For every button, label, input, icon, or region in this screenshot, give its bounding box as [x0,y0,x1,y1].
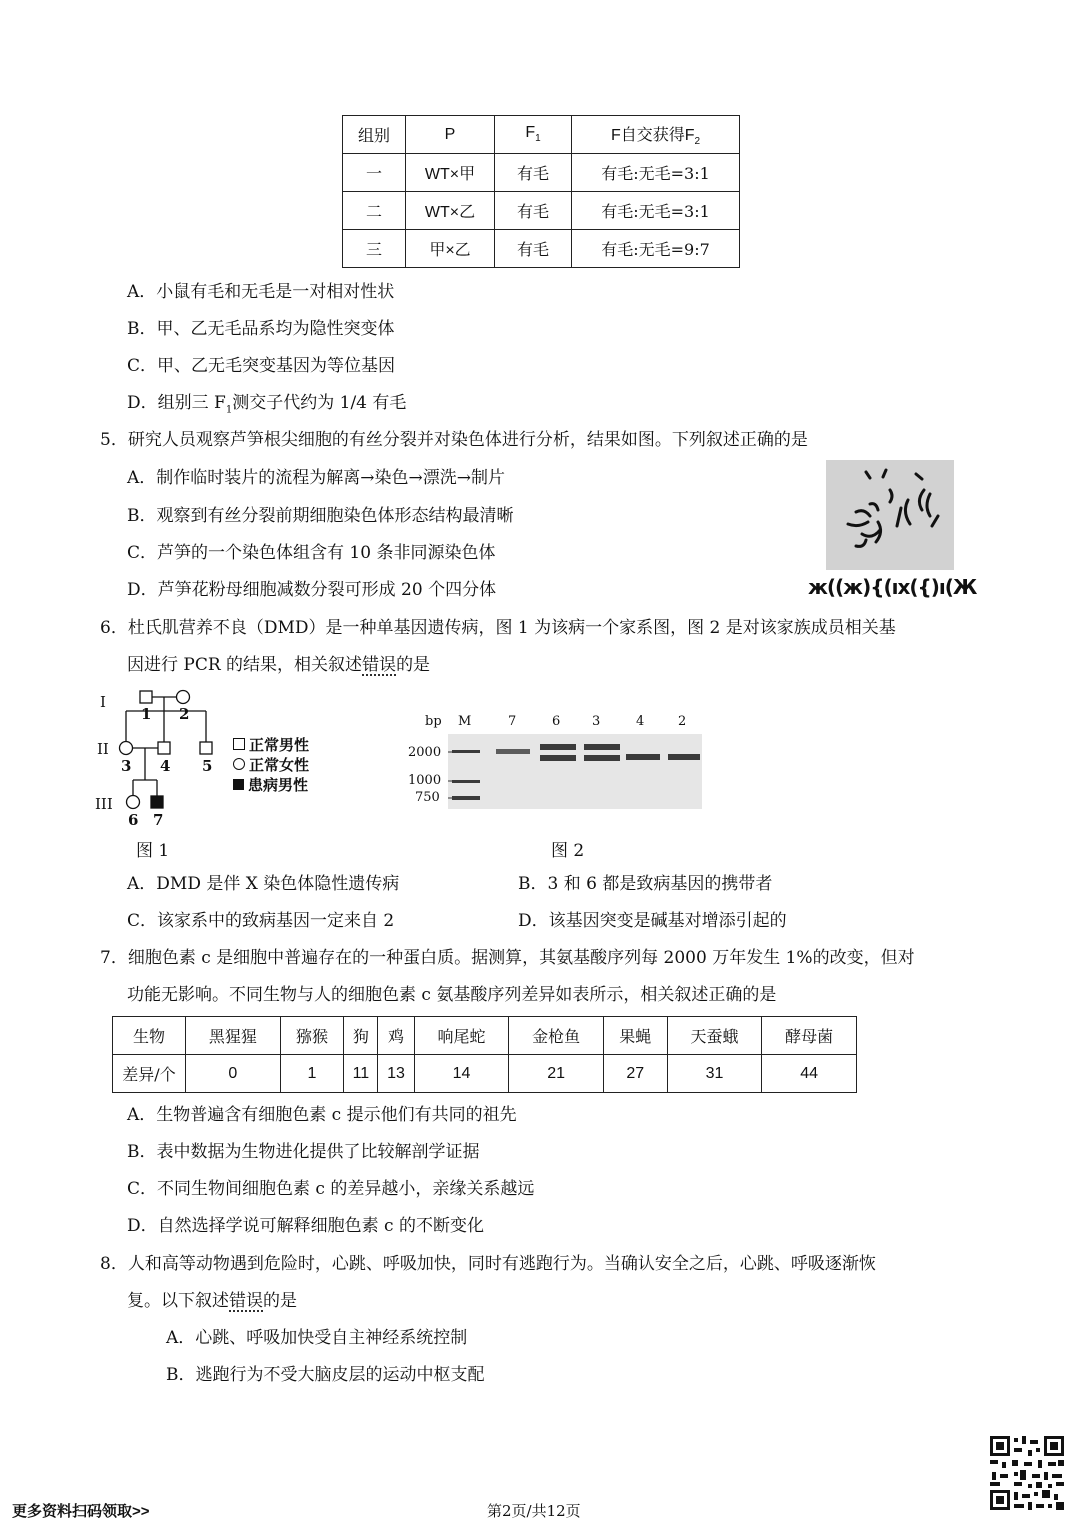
table-cell: WT×甲 [406,154,495,192]
cytochrome-table [112,1016,857,1093]
gel-lane-label: 6 [552,714,561,729]
q6-stem-line1: 6．杜氏肌营养不良（DMD）是一种单基因遗传病，图 1 为该病一个家系图，图 2 是对该家族成员相关基 [100,618,896,638]
table-row [343,192,740,230]
q5-option-c: C．芦笋的一个染色体组含有 10 条非同源染色体 [127,543,496,563]
table-header: 猕猴 [280,1017,344,1055]
karyotype-row: ж((ж){(ıх({)ı(Ж [808,575,977,599]
table-row [343,230,740,268]
q5-option-b: B．观察到有丝分裂前期细胞染色体形态结构最清晰 [127,506,514,526]
table-header: 黑猩猩 [186,1017,281,1055]
gel-marker-label: 1000 [408,773,442,788]
table-header: 果蝇 [603,1017,667,1055]
table-cell: 甲×乙 [406,230,495,268]
gel-bp-label: bp [425,714,442,729]
q6-option-a: A．DMD 是伴 X 染色体隐性遗传病 [127,874,400,894]
table-header: 组别 [343,116,406,154]
gel-lane-label: 3 [592,714,601,729]
id-7: 7 [153,811,164,829]
q6-stem-line2: 因进行 PCR 的结果，相关叙述错误的是 [127,655,431,675]
table-cell: 44 [762,1055,857,1093]
table-cell: 13 [378,1055,414,1093]
pedigree-figure [95,685,335,835]
gel-image [448,734,702,809]
pedigree-legend [233,735,309,795]
table-row [113,1017,857,1055]
table-cell: 11 [344,1055,378,1093]
gen-label-2: II [97,740,109,758]
table-cell: 有毛 [495,192,572,230]
id-1: 1 [141,705,152,723]
id-6: 6 [128,811,139,829]
circle-icon [233,758,245,770]
gel-marker-label: 750 [415,790,440,805]
id-3: 3 [121,757,132,775]
q5-option-a: A．制作临时装片的流程为解离→染色→漂洗→制片 [127,468,506,488]
table-header: $F_1$ [495,116,572,154]
footer-more-resources-link[interactable]: 更多资料扫码领取>> [12,1503,150,1520]
table-cell: 有毛 [495,154,572,192]
q8-stem-line1: 8．人和高等动物遇到危险时，心跳、呼吸加快，同时有逃跑行为。当确认安全之后，心跳、呼吸逐渐恢 [100,1254,876,1274]
q4-option-c: C．甲、乙无毛突变基因为等位基因 [127,356,396,376]
gel-figure [400,712,710,812]
table-cell: 21 [509,1055,604,1093]
page-number: 第2页/共12页 [487,1502,581,1520]
table-cell: 14 [414,1055,509,1093]
table-cell: 有毛:无毛=3:1 [572,154,740,192]
table-cell: 三 [343,230,406,268]
table-cell: 二 [343,192,406,230]
table-header: F自交获得$F_2$ [572,116,740,154]
filled-square-icon [233,779,244,790]
table-cell: 27 [603,1055,667,1093]
table-header-row [343,116,740,154]
gen-label-1: I [100,693,106,711]
table-cell: 有毛 [495,230,572,268]
gel-lane-label: 7 [508,714,517,729]
square-icon [233,738,245,750]
q7-option-c: C．不同生物间细胞色素 c 的差异越小，亲缘关系越远 [127,1179,535,1199]
table-header: 狗 [344,1017,378,1055]
gel-lane-label: M [458,714,472,729]
table-header: 天蚕蛾 [667,1017,762,1055]
q4-option-a: A．小鼠有毛和无毛是一对相对性状 [127,282,395,302]
table-header: 差异/个 [113,1055,186,1093]
table-header: P [406,116,495,154]
q7-stem-line2: 功能无影响。不同生物与人的细胞色素 c 氨基酸序列差异如表所示，相关叙述正确的是 [127,985,777,1005]
chromosome-drawing [826,460,954,570]
table-cell: 有毛:无毛=9:7 [572,230,740,268]
q4-option-b: B．甲、乙无毛品系均为隐性突变体 [127,319,395,339]
legend-normal-male: 正常男性 [233,735,309,755]
table-cell: 有毛:无毛=3:1 [572,192,740,230]
qr-code-icon[interactable] [988,1434,1066,1512]
legend-normal-female: 正常女性 [233,755,309,775]
figure-1-caption: 图 1 [136,841,170,861]
table-row [343,154,740,192]
id-2: 2 [179,705,190,723]
q5-stem: 5．研究人员观察芦笋根尖细胞的有丝分裂并对染色体进行分析，结果如图。下列叙述正确的是 [100,430,808,450]
q7-stem-line1: 7．细胞色素 c 是细胞中普遍存在的一种蛋白质。据测算，其氨基酸序列每 2000 万年发生 1%的改变，但对 [100,948,915,968]
q7-option-b: B．表中数据为生物进化提供了比较解剖学证据 [127,1142,480,1162]
q4-option-d: D．组别三 $F_1$测交子代约为 1/4 有毛 [127,393,407,416]
q8-option-b: B．逃跑行为不受大脑皮层的运动中枢支配 [166,1365,485,1385]
table-header: 鸡 [378,1017,414,1055]
gen-label-3: III [95,795,113,813]
q5-option-d: D．芦笋花粉母细胞减数分裂可形成 20 个四分体 [127,580,497,600]
q7-option-a: A．生物普遍含有细胞色素 c 提示他们有共同的祖先 [127,1105,517,1125]
q8-stem-line2: 复。以下叙述错误的是 [127,1291,297,1311]
gel-marker-label: 2000 [408,745,442,760]
table-header: 生物 [113,1017,186,1055]
q6-option-b: B．3 和 6 都是致病基因的携带者 [518,874,773,894]
table-cell: 31 [667,1055,762,1093]
table-cell: 一 [343,154,406,192]
table-cell: WT×乙 [406,192,495,230]
legend-affected-male: 患病男性 [233,775,309,795]
table-header: 酵母菌 [762,1017,857,1055]
id-5: 5 [202,757,213,775]
q6-option-c: C．该家系中的致病基因一定来自 2 [127,911,395,931]
table-header: 金枪鱼 [509,1017,604,1055]
gel-lane-label: 2 [678,714,687,729]
cross-table [342,115,740,268]
table-cell: 1 [280,1055,344,1093]
id-4: 4 [160,757,171,775]
q6-option-d: D．该基因突变是碱基对增添引起的 [518,911,787,931]
table-cell: 0 [186,1055,281,1093]
q7-option-d: D．自然选择学说可解释细胞色素 c 的不断变化 [127,1216,484,1236]
figure-2-caption: 图 2 [551,841,585,861]
gel-lane-label: 4 [636,714,645,729]
q8-option-a: A．心跳、呼吸加快受自主神经系统控制 [166,1328,468,1348]
table-header: 响尾蛇 [414,1017,509,1055]
chromosome-micrograph [826,460,954,570]
table-row [113,1055,857,1093]
